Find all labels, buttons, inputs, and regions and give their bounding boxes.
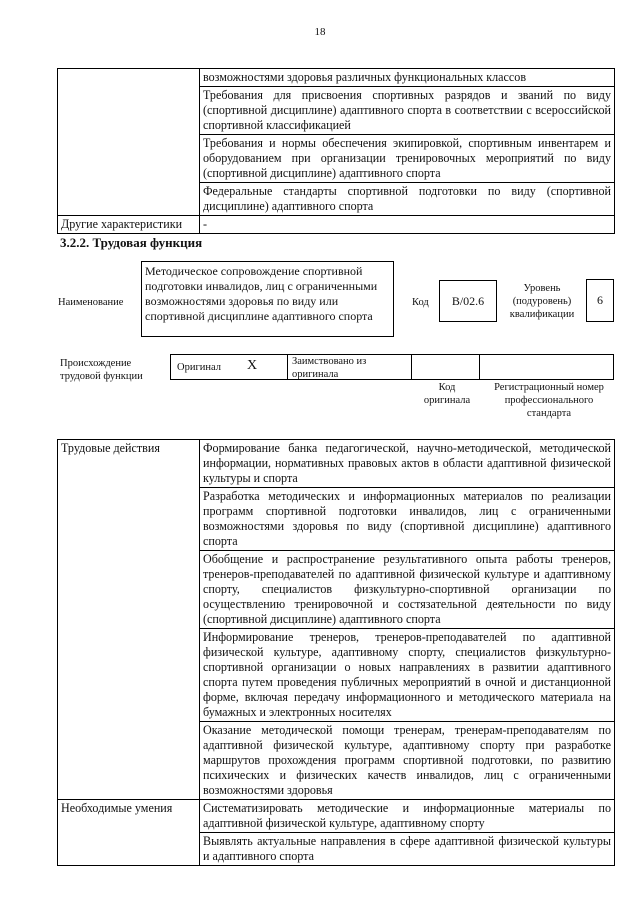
level-label: Уровень (подуровень) квалификации	[509, 283, 575, 320]
table-cell: Разработка методических и информационных материалов по реализации программ спортивной подготовки инвалидов, лиц с ограниченными возможностями здоровья по виду (спортивной дисциплине) адаптивного спорта	[200, 488, 615, 551]
other-characteristics-value: -	[200, 216, 615, 234]
table-cell: Требования и нормы обеспечения экипировкой, спортивным инвентарем и оборудованием при организации тренировочных мероприятий по виду (спортивной дисциплине) адаптивного спорта	[200, 135, 615, 183]
table-cell: Выявлять актуальные направления в сфере адаптивной физической культуры и адаптивного спорта	[200, 833, 615, 866]
skills-label: Необходимые умения	[58, 800, 200, 866]
table-cell: Требования для присвоения спортивных разрядов и званий по виду (спортивной дисциплине) адаптивного спорта в соответствии с всероссийской спортивной классификацией	[200, 87, 615, 135]
code-original-caption: Код оригинала	[423, 382, 471, 406]
table-row	[58, 69, 615, 87]
function-code-box: B/02.6	[439, 280, 497, 322]
original-mark: X	[247, 358, 258, 373]
empty-label-cell	[58, 69, 200, 216]
table-row	[58, 800, 615, 833]
divider	[411, 354, 412, 380]
function-name-box: Методическое сопровождение спортивной подготовки инвалидов, лиц с ограниченными возможностями здоровья по виду или спортивной дисциплине адаптивного спорта	[141, 261, 394, 337]
table-cell: Информирование тренеров, тренеров-преподавателей по адаптивной физической культуре, адаптивному спорту, специалистов физкультурно-спортивной организации о новых направлениях в развитии адаптивного спорта путем проведения публичных мероприятий в очной и дистанционной форме, включая передачу информационного и методического материала на бумажных и электронных носителях	[200, 629, 615, 722]
characteristics-table	[57, 68, 615, 234]
origin-label: Происхождение трудовой функции	[60, 358, 143, 382]
level-value-box: 6	[586, 279, 614, 322]
labor-function-table	[57, 439, 615, 866]
other-characteristics-label: Другие характеристики	[58, 216, 200, 234]
divider	[287, 354, 288, 380]
table-row	[58, 440, 615, 488]
actions-label: Трудовые действия	[58, 440, 200, 800]
divider	[479, 354, 480, 380]
page-number: 18	[314, 26, 326, 38]
original-label: Оригинал	[177, 362, 221, 373]
reg-number-caption: Регистрационный номер профессионального стандарта	[494, 382, 604, 419]
code-label: Код	[412, 297, 429, 308]
table-cell: Систематизировать методические и информационные материалы по адаптивной физической культуре, адаптивному спорту	[200, 800, 615, 833]
table-cell: Обобщение и распространение результативного опыта работы тренеров, тренеров-преподавателей по адаптивной физической культуре и адаптивному спорту, специалистов физкультурно-спортивной организации по осуществлению тренировочной и состязательной деятельности по виду (спортивной дисциплине) адаптивного спорта	[200, 551, 615, 629]
table-row	[58, 216, 615, 234]
section-heading: 3.2.2. Трудовая функция	[60, 235, 203, 250]
name-label: Наименование	[58, 297, 124, 308]
borrowed-label: Заимствовано из оригинала	[292, 356, 367, 380]
table-cell: Федеральные стандарты спортивной подготовки по виду (спортивной дисциплине) адаптивного спорта	[200, 183, 615, 216]
table-cell: Оказание методической помощи тренерам, тренерам-преподавателям по адаптивной физической культуре, адаптивному спорту при разработке маршрутов прохождения программ спортивной подготовки, по развитию психических и физических качеств инвалидов, лиц с ограниченными возможностями здоровья	[200, 722, 615, 800]
table-cell: Формирование банка педагогической, научно-методической, методической информации, нормативных правовых актов в области адаптивной физической культуры и спорта	[200, 440, 615, 488]
table-cell: возможностями здоровья различных функциональных классов	[200, 69, 615, 87]
